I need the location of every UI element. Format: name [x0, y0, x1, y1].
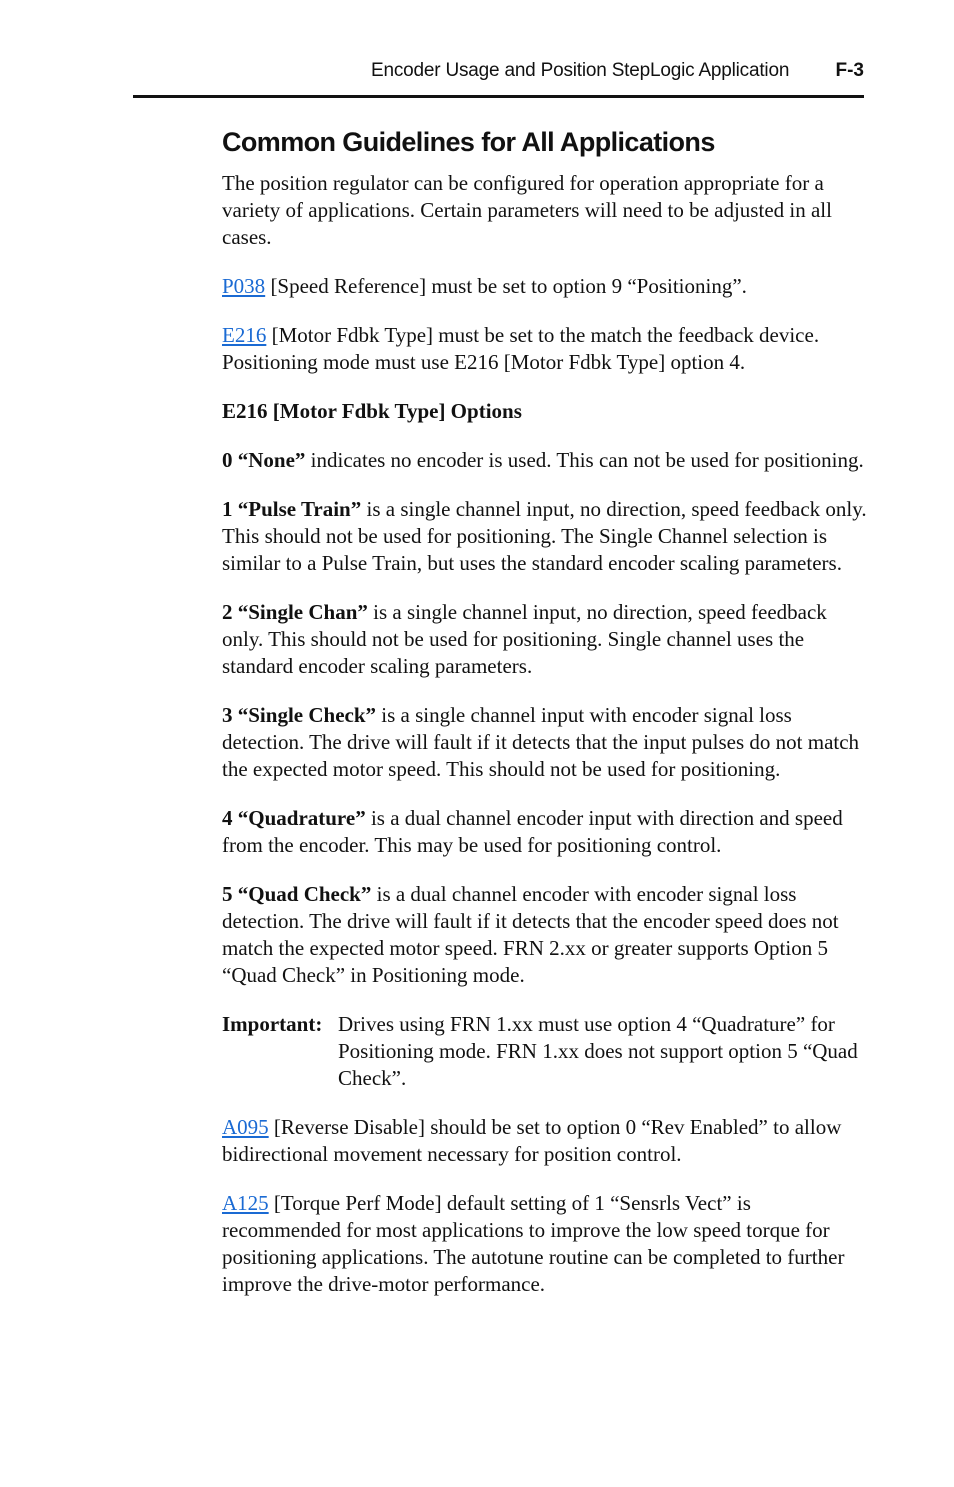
header-title: Encoder Usage and Position StepLogic Application	[371, 60, 790, 81]
option-item	[222, 881, 867, 989]
e216-link[interactable]: E216	[222, 323, 267, 347]
a125-link[interactable]: A125	[222, 1191, 269, 1215]
option-label: 1 “Pulse Train”	[222, 497, 362, 521]
option-text: is a single channel input, no direction, speed feedback only. This should not be used for positioning. The Single Channel selection is similar to a Pulse Train, but uses the standard encoder scaling parameters.	[222, 497, 867, 575]
option-label: 3 “Single Check”	[222, 703, 377, 727]
options-heading: E216 [Motor Fdbk Type] Options	[222, 399, 522, 423]
a095-link[interactable]: A095	[222, 1115, 269, 1139]
a125-paragraph	[222, 1190, 867, 1298]
e216-paragraph	[222, 322, 867, 376]
option-text: is a dual channel encoder with encoder signal loss detection. The drive will fault if it detects that the encoder speed does not match the expected motor speed. FRN 2.xx or greater supports Option 5 “Quad Check” in Positioning mode.	[222, 882, 839, 987]
option-item	[222, 805, 867, 859]
p038-text: [Speed Reference] must be set to option 9 “Positioning”.	[265, 274, 747, 298]
option-text: is a single channel input, no direction, speed feedback only. This should not be used for positioning. Single channel uses the standard encoder scaling parameters.	[222, 600, 827, 678]
option-label: 2 “Single Chan”	[222, 600, 368, 624]
option-item	[222, 496, 867, 577]
header-divider	[133, 95, 864, 98]
important-label: Important:	[222, 1012, 323, 1036]
a095-paragraph	[222, 1114, 867, 1168]
p038-link[interactable]: P038	[222, 274, 266, 298]
option-label: 0 “None”	[222, 448, 306, 472]
option-label: 4 “Quadrature”	[222, 806, 366, 830]
important-text: Drives using FRN 1.xx must use option 4 “Quadrature” for Positioning mode. FRN 1.xx does not support option 5 “Quad Check”.	[338, 1012, 858, 1090]
option-text: is a dual channel encoder input with direction and speed from the encoder. This may be used for positioning control.	[222, 806, 843, 857]
page-number: F-3	[835, 60, 864, 81]
p038-paragraph	[222, 273, 867, 300]
a095-text: [Reverse Disable] should be set to option 0 “Rev Enabled” to allow bidirectional movement necessary for position control.	[222, 1115, 842, 1166]
option-item	[222, 599, 867, 680]
e216-text: [Motor Fdbk Type] must be set to the match the feedback device. Positioning mode must use E216 [Motor Fdbk Type] option 4.	[222, 323, 820, 374]
a125-text: [Torque Perf Mode] default setting of 1 “Sensrls Vect” is recommended for most applications to improve the low speed torque for positioning applications. The autotune routine can be completed to further improve the drive-motor performance.	[222, 1191, 845, 1296]
option-item	[222, 447, 867, 474]
section-title: Common Guidelines for All Applications	[222, 127, 715, 157]
option-text: indicates no encoder is used. This can not be used for positioning.	[305, 448, 864, 472]
page-body	[222, 124, 867, 1320]
option-label: 5 “Quad Check”	[222, 882, 372, 906]
option-item	[222, 702, 867, 783]
intro-paragraph: The position regulator can be configured for operation appropriate for a variety of applications. Certain parameters will need to be adjusted in all cases.	[222, 171, 832, 249]
option-text: is a single channel input with encoder signal loss detection. The drive will fault if it detects that the input pulses do not match the expected motor speed. This should not be used for positioning.	[222, 703, 860, 781]
important-note	[222, 1011, 867, 1092]
